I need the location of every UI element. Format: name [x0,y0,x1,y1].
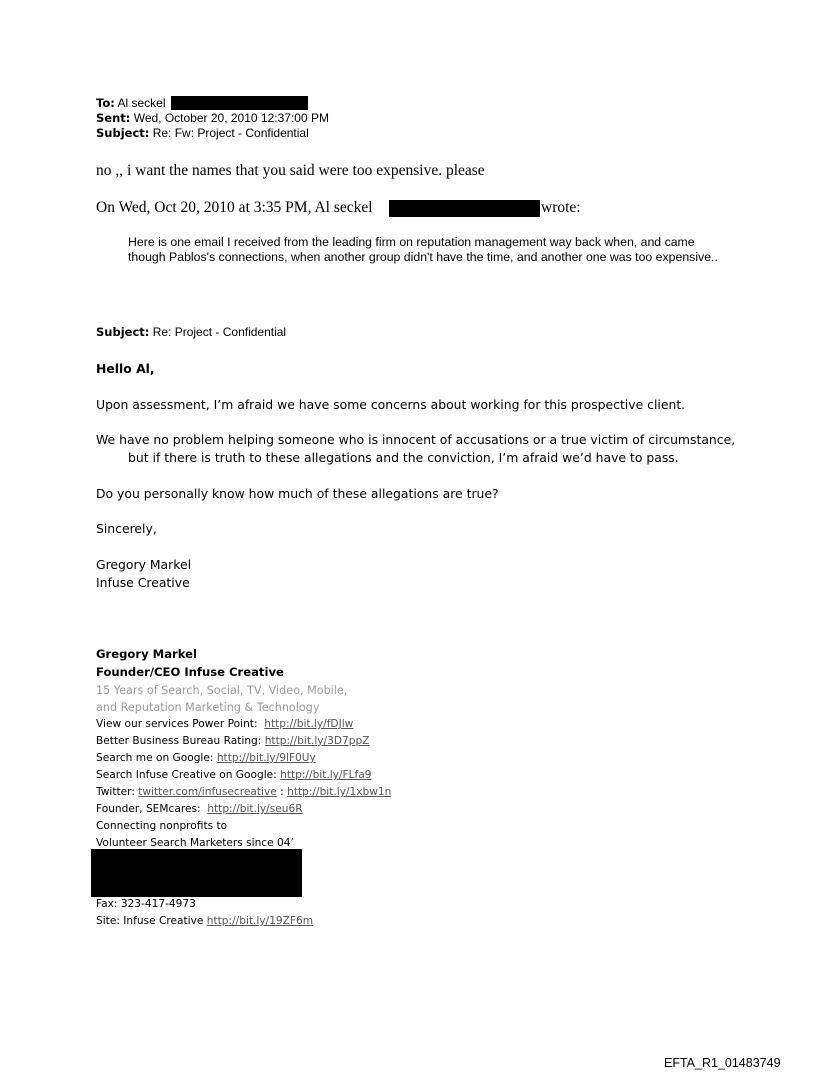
paragraph-3: Do you personally know how much of these allegations are true? [96,486,499,501]
semcares-line: Founder, SEMcares: http://bit.ly/seu6R [96,803,303,815]
services-line: View our services Power Point: http://bit.ly/fDJlw [96,718,354,730]
twitter-short-link[interactable]: http://bit.ly/1xbw1n [287,786,392,798]
paragraph-2-line-2: but if there is truth to these allegations and the conviction, I’m afraid we’d have to pass. [128,450,679,465]
semcares-link[interactable]: http://bit.ly/seu6R [207,803,303,815]
signature-tagline-2: and Reputation Marketing & Technology [96,701,320,714]
sender-name: Gregory Markel [96,557,192,572]
reply-attribution: On Wed, Oct 20, 2010 at 3:35 PM, Al seckel [96,199,373,216]
paragraph-2-line-1: We have no problem helping someone who is innocent of accusations or a true victim of circumstance, [96,432,736,447]
site-link[interactable]: http://bit.ly/19ZF6m [206,915,314,927]
to-value: Al seckel [117,96,166,110]
nonprofit-line-2: Volunteer Search Marketers since 04’ [96,837,294,849]
redaction-box [389,200,540,217]
signature-name: Gregory Markel [96,647,197,661]
reply-attribution-suffix: wrote: [541,199,581,216]
redaction-box [171,96,308,110]
twitter-line: Twitter: twitter.com/infusecreative : http://bit.ly/1xbw1n [96,786,392,798]
google-me-link[interactable]: http://bit.ly/9lF0Uy [216,752,316,764]
google-me-line: Search me on Google: http://bit.ly/9lF0Uy [96,752,316,764]
quoted-intro: Here is one email I received from the leading firm on reputation management way back when, and came though Pablos's connections, when another group didn't have the time, and another one was too expensive.. [128,235,718,264]
site-line: Site: Infuse Creative http://bit.ly/19ZF6m [96,915,314,927]
reply-text: no ,, i want the names that you said were too expensive. please [96,162,485,179]
sender-company: Infuse Creative [96,575,190,590]
paragraph-1: Upon assessment, I’m afraid we have some concerns about working for this prospective client. [96,397,686,412]
forwarded-subject: Subject: Re: Project - Confidential [96,325,287,339]
bbb-link[interactable]: http://bit.ly/3D7ppZ [264,735,370,747]
signature-block [96,646,391,852]
signature-tagline-1: 15 Years of Search, Social, TV, Video, Mobile, [96,684,348,697]
google-ic-link[interactable]: http://bit.ly/FLfa9 [280,769,372,781]
sent-line: Sent: Wed, October 20, 2010 12:37:00 PM [96,111,329,125]
subject-line: Subject: Re: Fw: Project - Confidential [96,126,309,140]
to-line: To: Al seckel [96,96,166,110]
greeting: Hello Al, [96,361,155,376]
signature-title: Founder/CEO Infuse Creative [96,665,284,679]
google-ic-line: Search Infuse Creative on Google: http://bit.ly/FLfa9 [96,769,372,781]
closing: Sincerely, [96,521,157,536]
fax-line: Fax: 323-417-4973 [96,898,196,910]
subject-value: Re: Fw: Project - Confidential [152,126,309,140]
services-link[interactable]: http://bit.ly/fDJlw [264,718,354,730]
bbb-line: Better Business Bureau Rating: http://bit.ly/3D7ppZ [96,735,370,747]
redaction-box [91,849,302,897]
nonprofit-line-1: Connecting nonprofits to [96,820,228,832]
twitter-link[interactable]: twitter.com/infusecreative [138,786,277,798]
sent-value: Wed, October 20, 2010 12:37:00 PM [133,111,329,125]
document-id: EFTA_R1_01483749 [664,1056,781,1070]
